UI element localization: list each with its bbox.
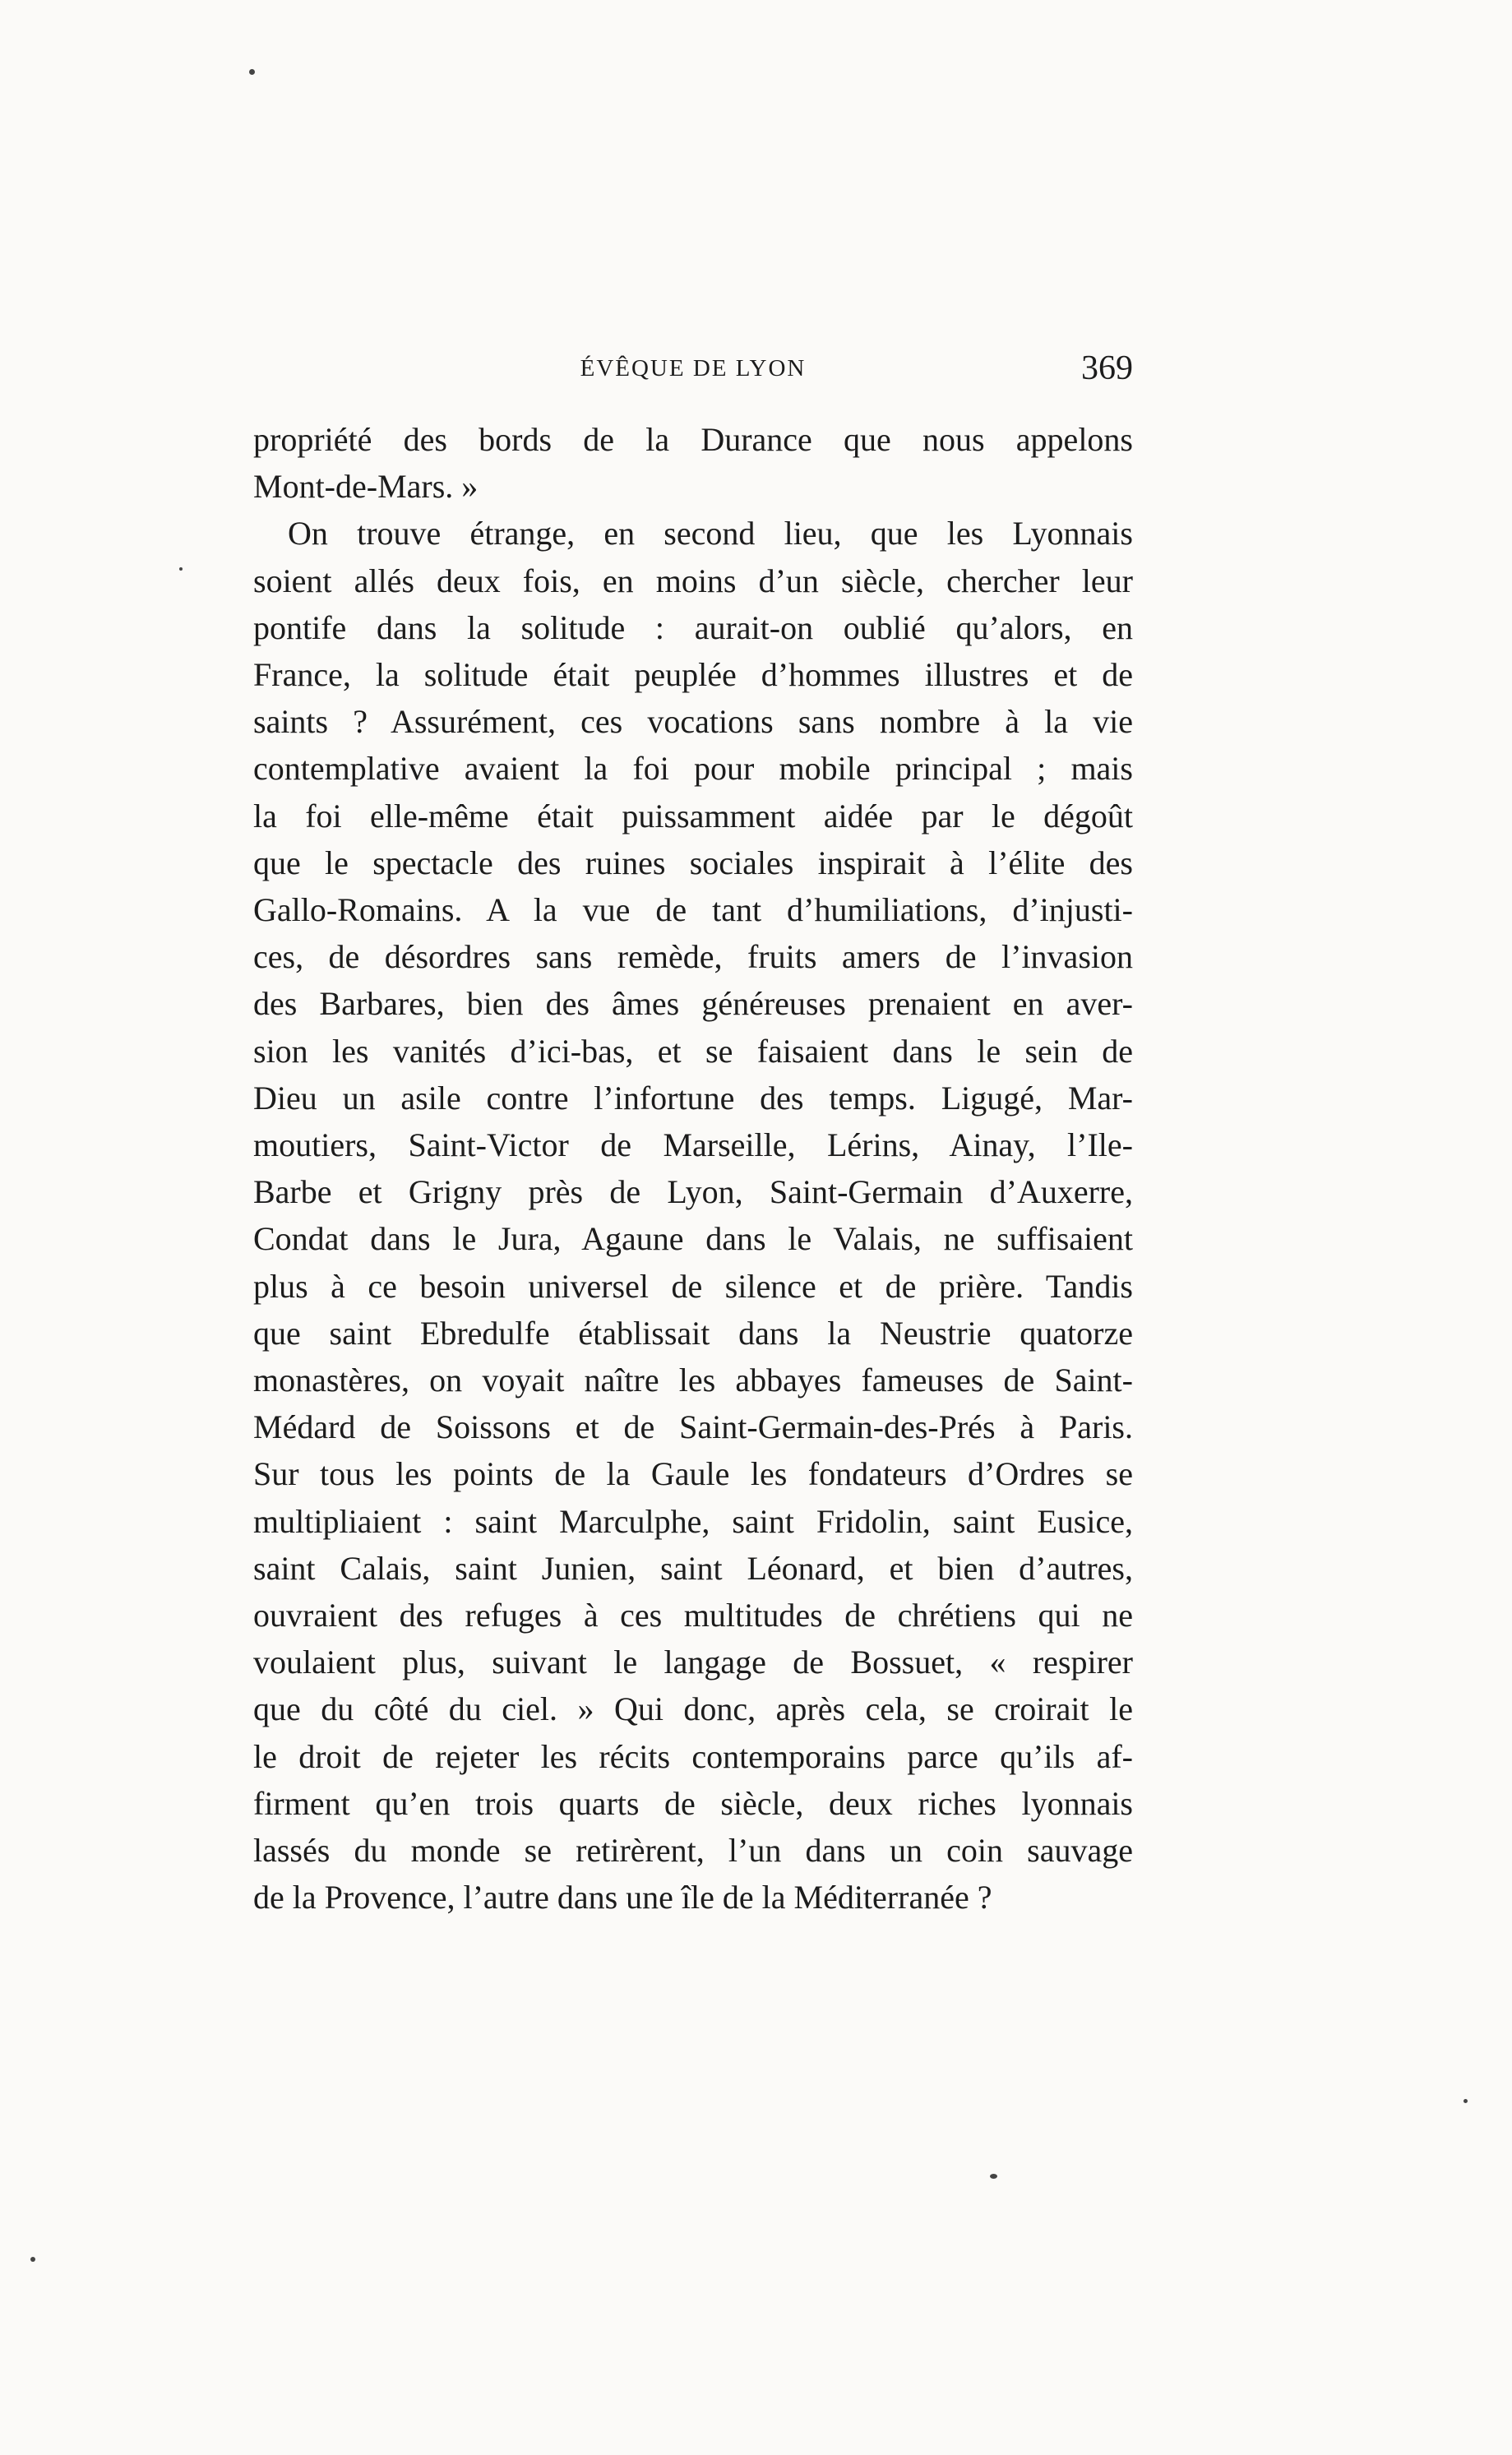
body-text [253,416,1133,1921]
text-line: que du côté du ciel. » Qui donc, après cela, se croirait le [253,1690,1133,1728]
text-line: France, la solitude était peuplée d’hommes illustres et de [253,656,1133,694]
text-line: pontife dans la solitude : aurait-on oublié qu’alors, en [253,608,1133,646]
text-line: multipliaient : saint Marculphe, saint Fridolin, saint Eusice, [253,1502,1133,1540]
text-line: monastères, on voyait naître les abbayes fameuses de Saint- [253,1362,1133,1399]
running-title: ÉVÊQUE DE LYON [580,355,807,381]
text-line: lassés du monde se retirèrent, l’un dans un coin sauvage [253,1832,1133,1870]
text-line: Mont-de-Mars. » [253,468,479,506]
text-line: plus à ce besoin universel de silence et de prière. Tandis [253,1267,1133,1305]
text-line: firment qu’en trois quarts de siècle, deux riches lyonnais [253,1784,1133,1822]
text-line: Dieu un asile contre l’infortune des temps. Ligugé, Mar- [253,1079,1133,1117]
text-line: Condat dans le Jura, Agaune dans le Valais, ne suffisaient [253,1220,1133,1258]
text-line: des Barbares, bien des âmes généreuses prenaient en aver- [253,985,1133,1023]
page-number: 369 [1081,349,1133,387]
text-line: contemplative avaient la foi pour mobile principal ; mais [253,750,1133,788]
text-line: que saint Ebredulfe établissait dans la Neustrie quatorze [253,1314,1133,1352]
text-line: soient allés deux fois, en moins d’un siècle, chercher leur [253,562,1133,599]
text-line: sion les vanités d’ici-bas, et se faisaient dans le sein de [253,1032,1133,1070]
text-line: moutiers, Saint-Victor de Marseille, Lérins, Ainay, l’Ile- [253,1126,1133,1164]
text-line: la foi elle-même était puissamment aidée par le dégoût [253,797,1133,835]
text-line: Médard de Soissons et de Saint-Germain-des-Prés à Paris. [253,1408,1133,1446]
text-line: saint Calais, saint Junien, saint Léonard, et bien d’autres, [253,1549,1133,1587]
text-line: que le spectacle des ruines sociales inspirait à l’élite des [253,844,1133,881]
text-line: saints ? Assurément, ces vocations sans nombre à la vie [253,703,1133,741]
text-line: de la Provence, l’autre dans une île de la Méditerranée ? [253,1879,992,1916]
text-line: le droit de rejeter les récits contemporains parce qu’ils af- [253,1737,1133,1775]
text-line: On trouve étrange, en second lieu, que les Lyonnais [288,515,1133,552]
text-line: Sur tous les points de la Gaule les fondateurs d’Ordres se [253,1455,1133,1493]
text-line: Barbe et Grigny près de Lyon, Saint-Germain d’Auxerre, [253,1173,1133,1211]
text-line: ces, de désordres sans remède, fruits amers de l’invasion [253,938,1133,976]
text-line: voulaient plus, suivant le langage de Bossuet, « respirer [253,1644,1133,1681]
running-head [253,344,1133,393]
text-line: ouvraient des refuges à ces multitudes de chrétiens qui ne [253,1597,1133,1634]
text-line: Gallo-Romains. A la vue de tant d’humiliations, d’injusti- [253,891,1133,929]
text-line: propriété des bords de la Durance que nous appelons [253,421,1133,458]
